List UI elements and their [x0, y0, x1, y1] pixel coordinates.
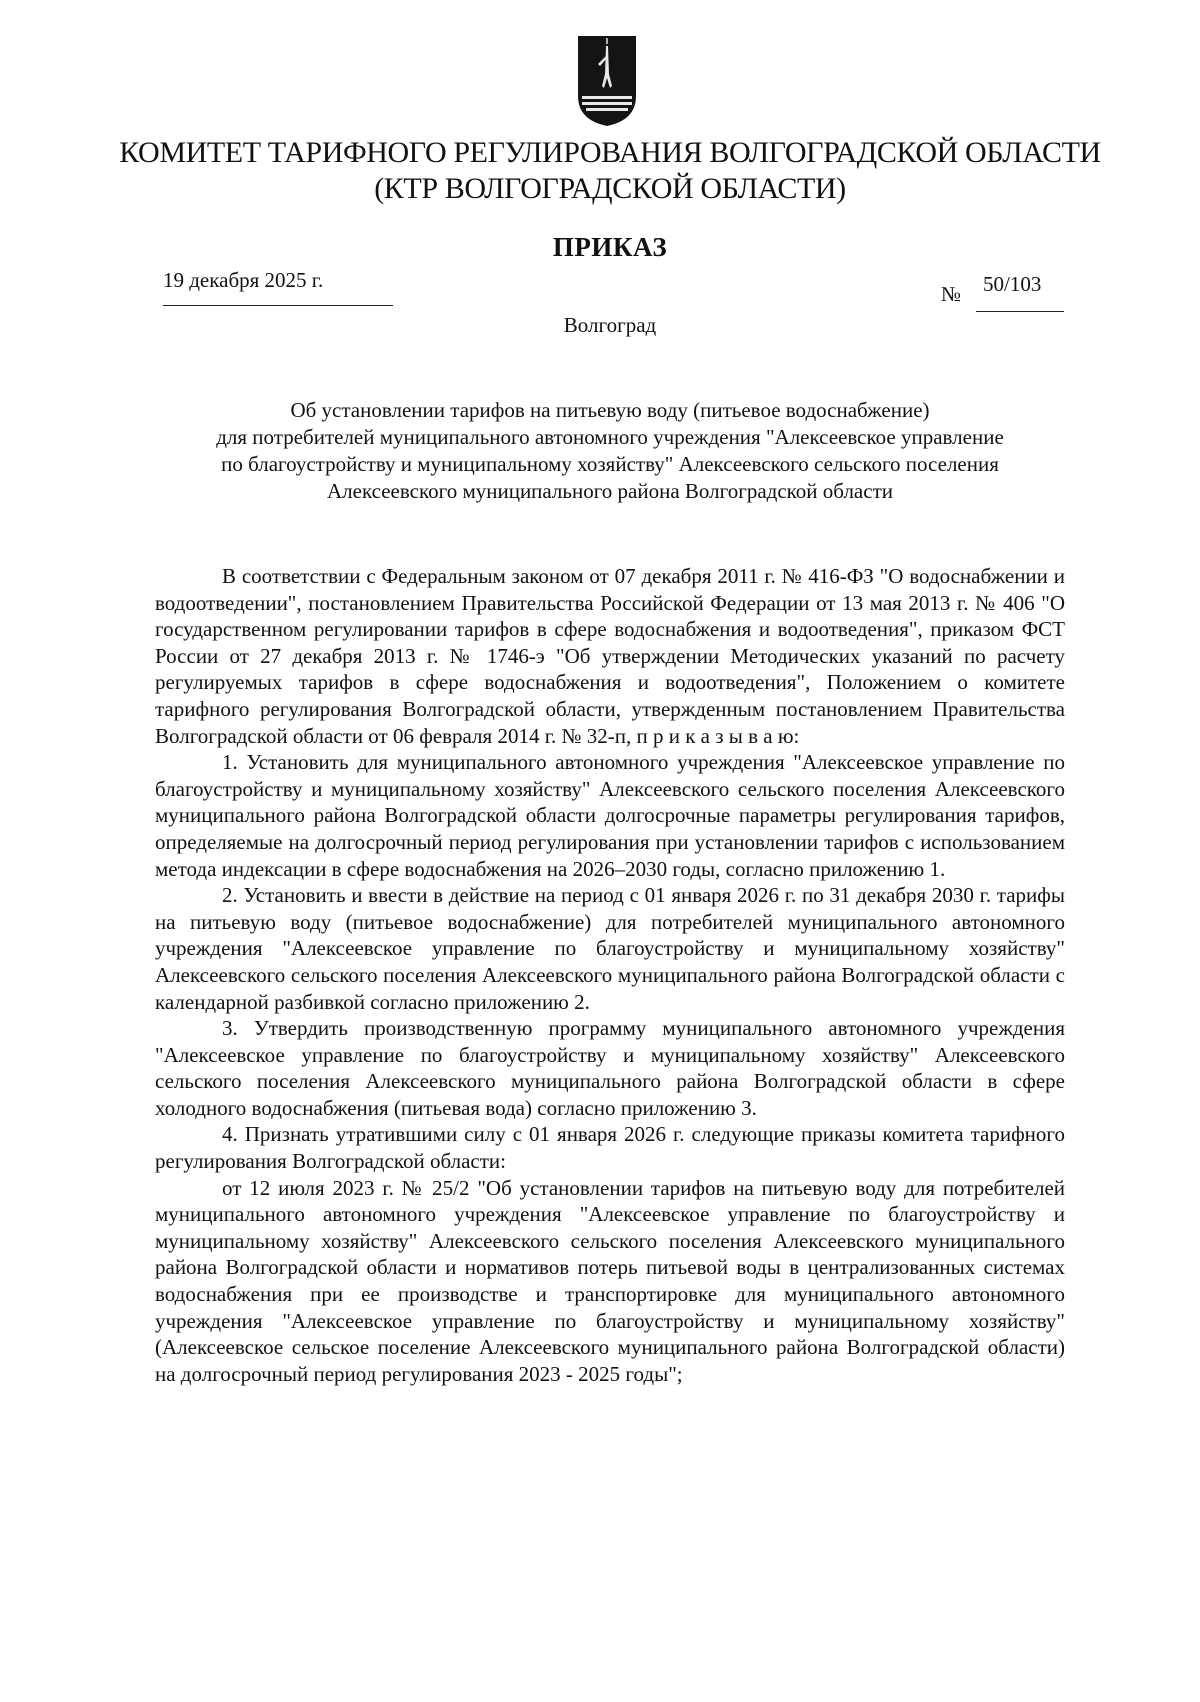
city: Волгоград: [563, 313, 657, 337]
clause-4: 4. Признать утратившими силу с 01 января 2026 г. следующие приказы комитета тарифного регулирования Волгоградской области:: [155, 1122, 1065, 1174]
subject-line: Об установлении тарифов на питьевую воду (питьевое водоснабжение): [290, 398, 930, 422]
date-underline: [163, 305, 393, 306]
committee-abbreviation: (КТР ВОЛГОГРАДСКОЙ ОБЛАСТИ): [374, 172, 846, 205]
subject-line: для потребителей муниципального автономного учреждения "Алексеевское управление: [216, 425, 1004, 449]
subject-line: Алексеевского муниципального района Волгоградской области: [326, 479, 893, 503]
clause-1: 1. Установить для муниципального автономного учреждения "Алексеевское управление по благоустройству и муниципальному хозяйству" Алексеевского сельского поселения Алексеевского муниципального района Волгоградской области долгосрочные параметры регулирования тарифов, определяемые на долгосрочный период регулирования при установлении тарифов с использованием метода индексации в сфере водоснабжения на 2026–2030 годы, согласно приложению 1.: [155, 750, 1065, 881]
repealed-order-item: от 12 июля 2023 г. № 25/2 "Об установлении тарифов на питьевую воду для потребителей муниципального автономного учреждения "Алексеевское управление по благоустройству и муниципальному хозяйству" Алексеевского сельского поселения Алексеевского муниципального района Волгоградской области и нормативов потерь питьевой воды в централизованных системах водоснабжения при ее производстве и транспортировке для муниципального автономного учреждения "Алексеевское управление по благоустройству и муниципальному хозяйству" (Алексеевское сельское поселение Алексеевского муниципального района Волгоградской области) на долгосрочный период регулирования 2023 - 2025 годы";: [155, 1175, 1065, 1386]
order-body: [155, 563, 1065, 1387]
number-underline: [976, 311, 1064, 312]
subject-line: по благоустройству и муниципальному хозяйству" Алексеевского сельского поселения: [221, 452, 999, 476]
coat-of-arms-icon: [576, 34, 638, 128]
clause-2: 2. Установить и ввести в действие на период с 01 января 2026 г. по 31 декабря 2030 г. тарифы на питьевую воду (питьевое водоснабжение) для потребителей муниципального автономного учреждения "Алексеевское управление по благоустройству и муниципальному хозяйству" Алексеевского сельского поселения Алексеевского муниципального района Волгоградской области с календарной разбивкой согласно приложению 2.: [155, 883, 1065, 1014]
order-subject: [150, 397, 1070, 505]
order-date: 19 декабря 2025 г.: [163, 268, 324, 292]
document-title: ПРИКАЗ: [552, 232, 668, 262]
number-sign: №: [941, 282, 962, 306]
preamble-paragraph: В соответствии с Федеральным законом от 07 декабря 2011 г. № 416-ФЗ "О водоснабжении и водоотведении", постановлением Правительства Российской Федерации от 13 мая 2013 г. № 406 "О государственном регулировании тарифов в сфере водоснабжения и водоотведения", приказом ФСТ России от 27 декабря 2013 г. № 1746-э "Об утверждении Методических указаний по расчету регулируемых тарифов в сфере водоснабжения и водоотведения", Положением о комитете тарифного регулирования Волгоградской области, утвержденным постановлением Правительства Волгоградской области от 06 февраля 2014 г. № 32-п, п р и к а з ы в а ю:: [155, 564, 1065, 748]
committee-name: КОМИТЕТ ТАРИФНОГО РЕГУЛИРОВАНИЯ ВОЛГОГРАДСКОЙ ОБЛАСТИ: [119, 136, 1101, 169]
clause-3: 3. Утвердить производственную программу муниципального автономного учреждения "Алексеевское управление по благоустройству и муниципальному хозяйству" Алексеевского сельского поселения Алексеевского муниципального района Волгоградской области в сфере холодного водоснабжения (питьевая вода) согласно приложению 3.: [155, 1016, 1065, 1120]
order-number: 50/103: [983, 272, 1042, 296]
